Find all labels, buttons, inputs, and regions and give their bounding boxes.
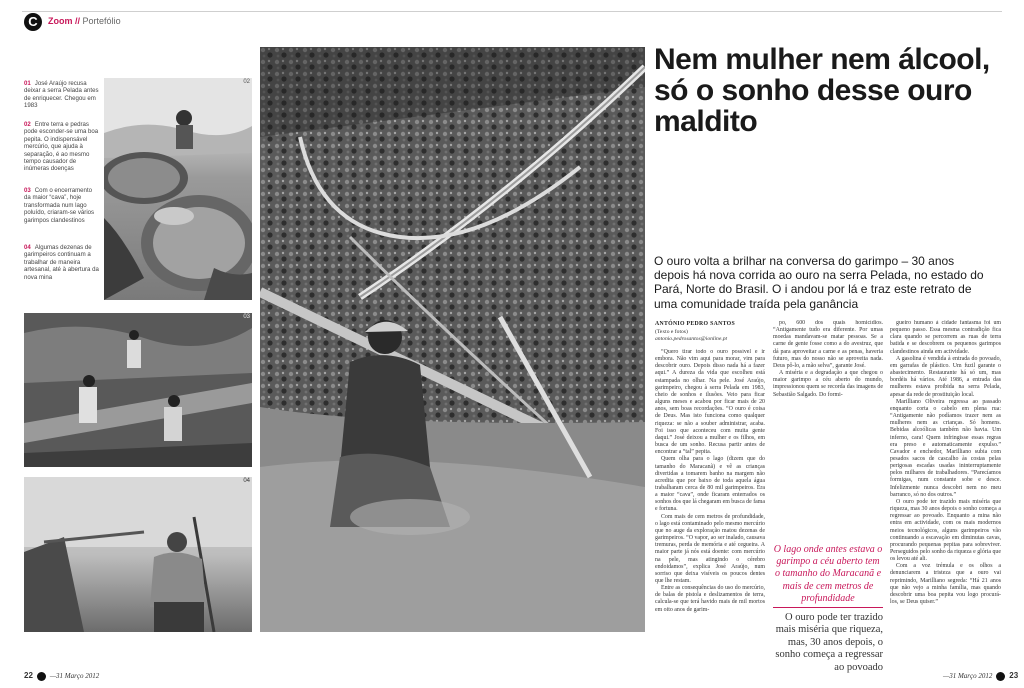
photo-workers-drawing [24,313,252,467]
body-paragraph: po, 600 dos quais homicídios. “Antigamente tudo era diferente. Por umas moedas mandavam-se matar pessoas. Se a carne de gente fosse como a do avestruz, que dá para aproveitar a carne e as penas, haveria futuro, mas do nosso não se aproveita nada. Deus pô-lo, a mão selva”, garante José. [773,320,883,369]
footer-left [24,671,99,681]
photo-number-02: 02 [243,79,250,85]
photo-number-01: 01 [635,48,642,54]
body-column-2 [773,320,883,540]
article-title: Nem mulher nem álcool, só o sonho desse ouro maldito [654,43,990,138]
caption-01: 01 José Araújo recusa deixar a serra Pelada antes de enriquecer. Chegou em 1983 [24,80,99,110]
body-paragraph: A miséria e a degradação a que chegou o maior garimpo a céu aberto do mundo, impressionou quem se recorda das imagens de Sebastião Salgado. Do formi- [773,370,883,398]
photo-gold-pan [104,78,252,300]
photo-pickaxe-man-drawing [24,477,252,632]
body-paragraph: A gasolina é vendida à entrada do povoado, em garrafas de plástico. Um fuzil garante o abastecimento. Restaurante há só um, mas bordéis há vários. Até 1986, a entrada das mulheres estava proibida na serra Pelada, apesar da rede de prostituição local. [890,355,1001,398]
byline-credits [655,329,763,343]
body-paragraph: O ouro pode ter trazido mais miséria que riqueza, mas 30 anos depois o sonho começa a regressar ao povoado. Enquanto a mina não entra em actividade, com os mais modernos meios tecnológicos, alguns garimpeiros vão continuando a escavação em diminutas cavas, procurando pequenas pepitas para sobreviver. Perseguidos pelo sonho da riqueza e glória que os levou até ali. [890,498,1001,563]
body-paragraph: Quem olha para o lago (dizem que do tamanho do Maracanã) e vê as crianças divertidas a tomarem banho na margem não acredita que por baixo de toda aquela água trabalharam cerca de 80 mil garimpeiros. Era a maior “cava”, onde ficaram enterrados os sonhos dos que lá chegaram em busca de fama e fortuna. [655,456,765,513]
body-paragraph: gueiro humano à cidade fantasma foi um pequeno passo. Essa mesma contradição fica clara quando se percorrem as ruas de terra batida e se descobrem os pequenos garimpos clandestinos ainda em actividade. [890,320,1001,355]
caption-03: 03 Com o encerramento da maior “cava”, hoje transformada num lago poluído, criaram-se vários garimpos clandestinos [24,187,95,224]
photo-main-drawing [260,47,645,632]
body-column-1 [655,349,765,667]
section-name: Zoom [48,16,73,26]
pull-quote-2: O ouro pode ter trazido mais miséria que riqueza, mas, 30 anos depois, o sonho começa a regressar ao povoado [775,612,883,673]
body-paragraph: Com a voz trémula e os olhos a denunciarem a tristeza que a ouro vai reprimindo, Marilliano segreda: “Há 21 anos que não vejo a minha família, mas quando descobrir uma boa pepita vou logo procurá-los, se Deus quiser.” [890,563,1001,606]
photo-main-garimpeiro [260,47,645,632]
photo-number-03: 03 [243,314,250,320]
photo-workers [24,313,252,467]
section-logo: C [24,13,42,31]
body-paragraph: Entre as consequências do uso do mercúrio, de balas de pistola e deslizamentos de terra, calcula-se que terá havido mais de mil mortos em oito anos de garim- [655,585,765,613]
body-paragraph: Marilliano Oliveira regressa ao passado enquanto corta o cabelo em plena rua: “Antigamente não podíamos trazer nem as mulheres nem as crianças. Só homens. Bebidas alcoólicas também não havia. Um inferno, cara! Quem infringisse essas regras era preso e automaticamente expulso.” Cavador e enchedor, Marilliano subia com pesados sacos de cascalho às costas pelas perigosas escadas usadas ininterruptamente pelos milhares de trabalhadores. “Parecíamos formigas, num constante sobe e desce. Infelizmente nunca descobri nem no meu barranco, só no dos outros.” [890,398,1001,498]
footer-right [943,671,1018,681]
caption-02: 02 Entre terra e pedras pode esconder-se uma boa pepita. O indispensável mercúrio, que ajuda à separação, é ao mesmo tempo causador de inúmeras doenças [24,121,99,173]
body-paragraph: Com mais de cem metros de profundidade, o lago está contaminado pelo mesmo mercúrio que no auge da exploração matou dezenas de garimpeiros. “O vapor, ao ser inalado, causava tremuras, perda de memória e até cegueira. A maior parte já nós está doente: com mercúrio na pele, mas atingindo o cérebro endoidamos”, explica José Araújo, num sorriso que deixa visíveis os poucos dentes que lhe restam. [655,513,765,584]
byline-author: ANTÓNIO PEDRO SANTOS [655,321,735,327]
i-logo-icon [996,672,1005,681]
byline-credit: (Texto e fotos) [655,329,688,335]
photo-number-04: 04 [243,478,250,484]
page-number-left: 22 [24,671,33,680]
footer-date-right: —31 Março 2012 [943,672,993,680]
byline-email: antonio.pedrosantos@ionline.pt [655,335,728,342]
body-column-3 [890,320,1001,666]
section-header [48,16,121,26]
subsection-name: Portefólio [82,16,121,26]
photo-gold-pan-drawing [104,78,252,300]
page-number-right: 23 [1009,671,1019,680]
caption-04: 04 Algumas dezenas de garimpeiros continuam a trabalhar de maneira artesanal, até à abertura da nova mina [24,244,99,281]
footer-date-left: —31 Março 2012 [49,672,100,680]
article-lead: O ouro volta a brilhar na conversa do garimpo – 30 anos depois há nova corrida ao ouro na serra Pelada, no estado do Pará, Norte do Brasil. O i andou por lá e traz este retrato de uma comunidade traída pela ganância [654,254,984,311]
pull-quote-1: O lago onde antes estava o garimpo a céu aberto tem o tamanho do Maracanã e mais de cem metros de profundidade [773,544,883,608]
body-paragraph: “Quero tirar todo o ouro possível e ir embora. Não vim aqui para morar, vim para descobrir ouro. Depois disso nada há a fazer aqui.” A dureza da vida que escolheu está estampada no olhar. Na pele. José Araújo, garimpeiro, chegou à serra Pelada em 1983, cheio de sonhos e ilusões. Veio para ficar alguns meses e acabou por ficar mais de 20 anos, sem boas recordações. “O ouro é coisa de Deus. Mas isto funciona como qualquer riqueza: se não a souber administrar, acaba. Foi isso que aconteceu com muita gente daqui.” José deixou a mulher e os filhos, em busca de um sonho. Recusa partir antes de encontrar a “tal” pepita. [655,349,765,456]
top-rule [22,11,1002,12]
section-separator: // [75,16,81,26]
i-logo-icon [37,672,46,681]
photo-pickaxe-man [24,477,252,632]
